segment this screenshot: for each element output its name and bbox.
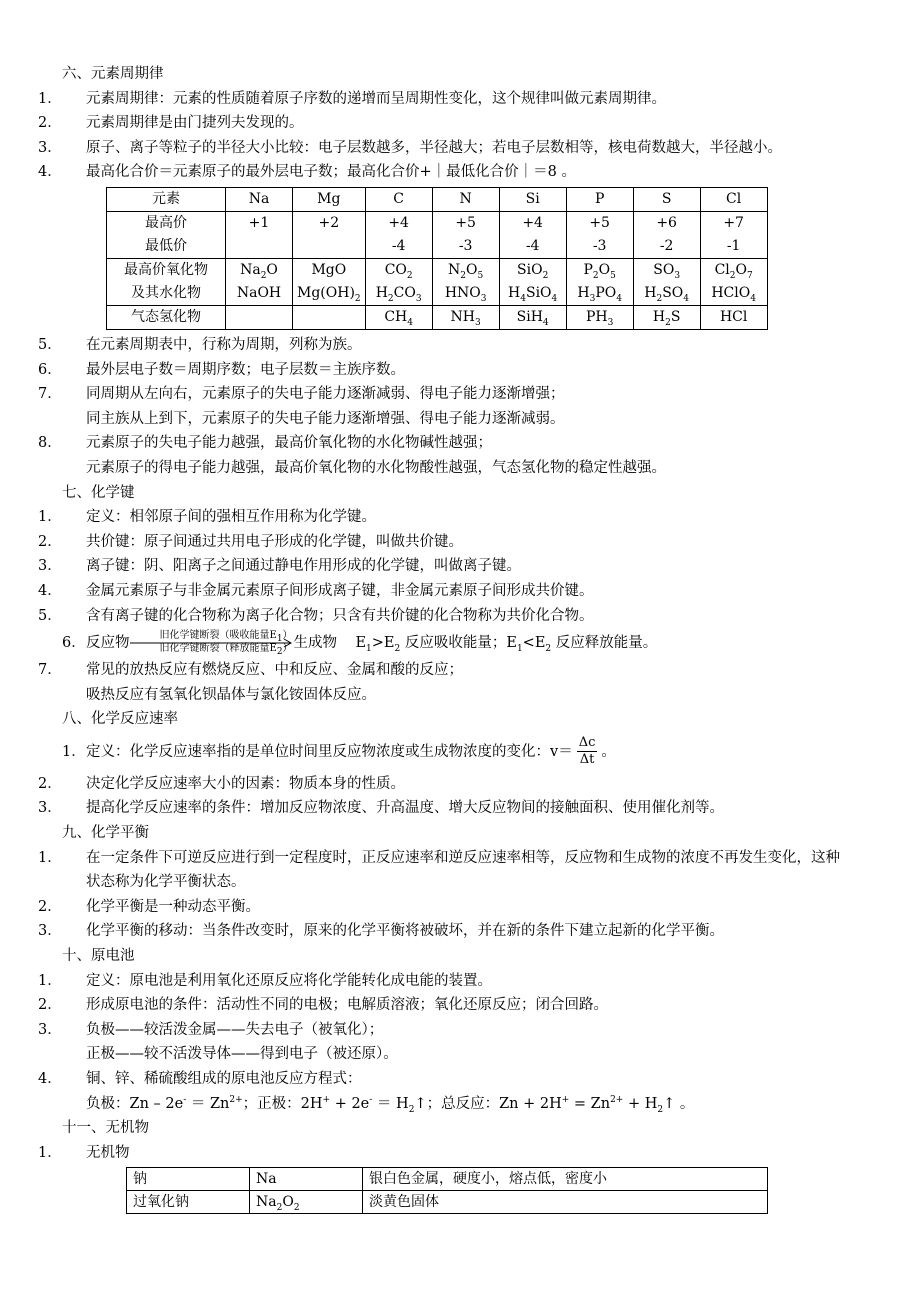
table-cell: $CO_2$ $H_2CO_3$ — [365, 258, 432, 305]
arrow-bottom-label: 旧化学键断裂（释放能量$E_2$） — [159, 643, 293, 658]
list-item: 4． 最高化合价＝元素原子的最外层电子数；最高化合价+｜最低化合价｜＝8 。 — [38, 164, 576, 181]
list-item: 3． 原子、离子等粒子的半径大小比较：电子层数越多，半径越大；若电子层数相等，核电荷数越大，半径越小。 — [38, 139, 782, 156]
list-item: 2． 决定化学反应速率大小的因素：物质本身的性质。 — [38, 775, 405, 792]
list-item: 3． 离子键：阴、阳离子之间通过静电作用形成的化学键，叫做离子键。 — [38, 558, 521, 575]
table-cell: $N_2O_5$ $HNO_3$ — [432, 258, 499, 305]
table-row — [107, 211, 768, 258]
table-cell: C — [365, 187, 432, 211]
table-cell: $Na_2O$ NaOH — [226, 258, 293, 305]
table-cell: Mg — [293, 187, 366, 211]
list-item: 8． 元素原子的失电子能力越强，最高价氧化物的水化物碱性越强； — [38, 435, 492, 452]
section-heading: 六、元素周期律 — [62, 66, 164, 82]
table-cell: $PH_3$ — [566, 305, 633, 329]
product-label: 生成物 — [293, 635, 337, 652]
table-cell: SiH$_4$ — [499, 305, 566, 329]
list-item-continuation: 元素原子的得电子能力越强，最高价氧化物的水化物酸性越强，气态氢化物的稳定性越强。 — [86, 459, 666, 476]
list-item: 2． 形成原电池的条件：活动性不同的电极；电解质溶液；氧化还原反应；闭合回路。 — [38, 997, 608, 1014]
list-item: 1．定义：化学反应速率指的是单位时间里反应物浓度或生成物浓度的变化：v＝ $\frac{\Delta c}{\Delta t}$ 。 — [62, 735, 616, 768]
table-row — [107, 258, 768, 305]
table-cell: $Cl_2O_7$ HClO$_4$ — [700, 258, 767, 305]
table-cell: P — [566, 187, 633, 211]
table-cell: MgO $Mg(OH)_2$ — [293, 258, 366, 305]
table-header-cell: 最高价 最低价 — [107, 211, 226, 258]
list-item: 7． 同周期从左向右，元素原子的失电子能力逐渐减弱、得电子能力逐渐增强； — [38, 386, 565, 403]
list-item: 4． 金属元素原子与非金属元素原子间形成离子键，非金属元素原子间形成共价键。 — [38, 582, 594, 599]
table-cell: $P_2O_5$ $H_3PO_4$ — [566, 258, 633, 305]
table-cell: $NH_3$ — [432, 305, 499, 329]
table-cell: S — [633, 187, 700, 211]
table-cell: $H_2S$ — [633, 305, 700, 329]
list-item: 5． 含有离子键的化合物称为离子化合物；只含有共价键的化合物称为共价化合物。 — [38, 607, 594, 624]
table-cell: $SO_3$ $H_2SO_4$ — [633, 258, 700, 305]
section-heading: 八、化学反应速率 — [62, 711, 178, 728]
table-cell: 银白色金属，硬度小，熔点低，密度小 — [363, 1168, 768, 1191]
arrow-top-label: 旧化学键断裂（吸收能量$E_1$） — [159, 630, 293, 645]
table-cell: HCl — [700, 305, 767, 329]
table-cell: +2 — [293, 211, 366, 258]
table-header-cell: 元素 — [107, 187, 226, 211]
table-cell: +5 -3 — [566, 211, 633, 258]
table-row — [127, 1191, 768, 1214]
list-item: 6．反应物 旧化学键断裂（吸收能量$E_1$） 旧化学键断裂（释放能量$E_2$） 生成物 $E_1>E_2$ 反应吸收能量；$E_1<E_2$ 反应释放能量。 — [62, 630, 658, 658]
table-cell: 钠 — [127, 1168, 250, 1191]
list-item: 5． 在元素周期表中，行称为周期，列称为族。 — [38, 336, 362, 353]
table-cell: 淡黄色固体 — [363, 1191, 768, 1214]
list-item: 6． 最外层电子数＝周期序数；电子层数＝主族序数。 — [38, 361, 405, 378]
table-cell — [293, 305, 366, 329]
table-cell: N — [432, 187, 499, 211]
list-item: 1． 定义：原电池是利用氧化还原反应将化学能转化成电能的装置。 — [38, 972, 492, 989]
list-item-continuation: 正极——较不活泼导体——得到电子（被还原）。 — [86, 1046, 398, 1063]
energy-note: $E_1>E_2$ 反应吸收能量；$E_1<E_2$ 反应释放能量。 — [355, 635, 658, 654]
list-item: 1． 定义：相邻原子间的强相互作用称为化学键。 — [38, 509, 376, 526]
list-item: 1． 无机物 — [38, 1144, 130, 1161]
table-cell: Na — [226, 187, 293, 211]
inorganic-table — [126, 1167, 768, 1214]
table-cell: +4 -4 — [365, 211, 432, 258]
list-item: 2． 元素周期律是由门捷列夫发现的。 — [38, 115, 304, 132]
section-heading: 七、化学键 — [62, 484, 135, 501]
list-item: 7． 常见的放热反应有燃烧反应、中和反应、金属和酸的反应； — [38, 662, 463, 679]
rate-fraction: $\frac{\Delta c}{\Delta t}$ — [578, 735, 596, 768]
element-table — [106, 187, 768, 330]
table-header-cell: 最高价氧化物 及其水化物 — [107, 258, 226, 305]
table-row — [127, 1168, 768, 1191]
table-cell: +1 — [226, 211, 293, 258]
list-item-continuation: 同主族从上到下，元素原子的失电子能力逐渐增强、得电子能力逐渐减弱。 — [86, 410, 565, 427]
table-cell: +4 -4 — [499, 211, 566, 258]
table-row — [107, 305, 768, 329]
reaction-arrow — [130, 630, 294, 656]
table-cell: Na — [250, 1168, 363, 1191]
table-cell: $CH_4$ — [365, 305, 432, 329]
table-cell: Cl — [700, 187, 767, 211]
table-cell: +7 -1 — [700, 211, 767, 258]
table-cell: SiO$_2$ $H_4SiO_4$ — [499, 258, 566, 305]
reactant-label: 反应物 — [86, 635, 130, 652]
document-page — [38, 62, 852, 1214]
table-cell — [226, 305, 293, 329]
list-item: 3． 负极——较活泼金属——失去电子（被氧化）； — [38, 1021, 384, 1038]
list-item: 1． 在一定条件下可逆反应进行到一定程度时，正反应速率和逆反应速率相等，反应物和生成物的浓度不再发生变化，这种状态称为化学平衡状态。 — [38, 849, 840, 891]
list-item: 1． 元素周期律：元素的性质随着原子序数的递增而呈周期性变化，这个规律叫做元素周期律。 — [38, 90, 666, 107]
table-cell: +6 -2 — [633, 211, 700, 258]
table-cell: Si — [499, 187, 566, 211]
table-cell: 过氧化钠 — [127, 1191, 250, 1214]
list-item: 2． 共价键：原子间通过共用电子形成的化学键，叫做共价键。 — [38, 533, 463, 550]
list-item: 3． 化学平衡的移动：当条件改变时，原来的化学平衡将被破坏，并在新的条件下建立起新的化学平衡。 — [38, 923, 724, 940]
section-heading: 九、化学平衡 — [62, 825, 149, 842]
table-header-cell: 气态氢化物 — [107, 305, 226, 329]
section-heading: 十一、无机物 — [62, 1120, 149, 1137]
list-item-continuation: 吸热反应有氢氧化钡晶体与氯化铵固体反应。 — [86, 686, 376, 703]
section-heading: 十、原电池 — [62, 948, 135, 965]
table-cell: $Na_2O_2$ — [250, 1191, 363, 1214]
table-row — [107, 187, 768, 211]
equation-line: 负极：$Zn - 2e^- = Zn^{2+}$；正极：$2H^+ + 2e^- = H_2↑$；总反应：$Zn + 2H^+ = Zn^{2+}$ + $H_2↑$ 。 — [86, 1094, 695, 1115]
list-item: 2． 化学平衡是一种动态平衡。 — [38, 898, 260, 915]
table-cell: +5 -3 — [432, 211, 499, 258]
list-item: 4． 铜、锌、稀硫酸组成的原电池反应方程式： — [38, 1071, 362, 1087]
list-item: 3． 提高化学反应速率的条件：增加反应物浓度、升高温度、增大反应物间的接触面积、使用催化剂等。 — [38, 800, 724, 817]
